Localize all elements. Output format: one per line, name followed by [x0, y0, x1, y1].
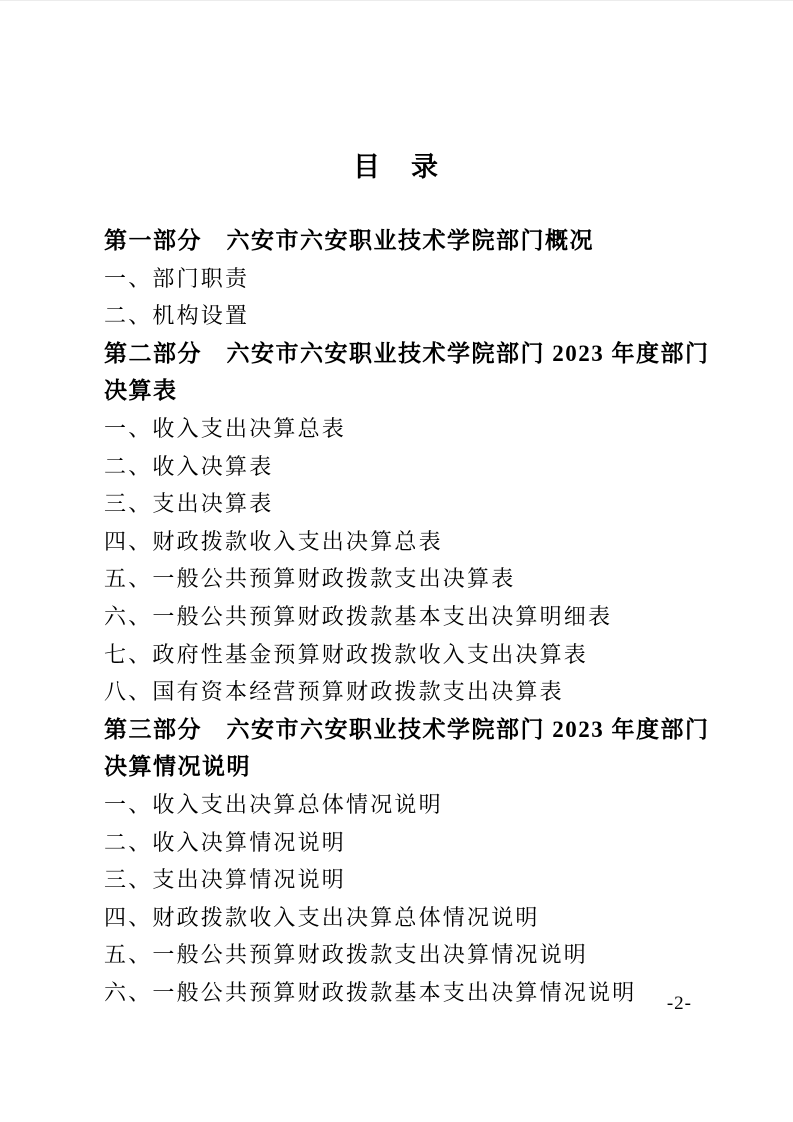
toc-section-heading: 第一部分 六安市六安职业技术学院部门概况	[104, 228, 594, 253]
toc-list	[104, 222, 716, 1011]
toc-item: 二、机构设置	[104, 303, 250, 329]
toc-item: 六、一般公共预算财政拨款基本支出决算明细表	[104, 603, 613, 629]
document-title: 目 录	[353, 152, 440, 182]
toc-section-heading: 第二部分 六安市六安职业技术学院部门 2023 年度部门	[104, 340, 710, 366]
toc-item: 二、收入决算表	[104, 453, 274, 479]
toc-item: 一、部门职责	[104, 265, 250, 291]
toc-item: 五、一般公共预算财政拨款支出决算情况说明	[104, 942, 589, 968]
toc-item: 一、收入支出决算总表	[104, 415, 347, 441]
toc-section-heading: 决算情况说明	[104, 754, 251, 780]
toc-item: 四、财政拨款收入支出决算总表	[104, 528, 443, 554]
page-number: -2-	[666, 993, 692, 1014]
toc-item: 三、支出决算表	[104, 491, 274, 517]
toc-item: 三、支出决算情况说明	[104, 867, 347, 893]
toc-section-heading: 第三部分 六安市六安职业技术学院部门 2023 年度部门	[104, 716, 710, 742]
toc-item: 七、政府性基金预算财政拨款收入支出决算表	[104, 641, 589, 667]
toc-item: 五、一般公共预算财政拨款支出决算表	[104, 566, 516, 592]
toc-section-heading: 决算表	[104, 378, 178, 404]
toc-item: 六、一般公共预算财政拨款基本支出决算情况说明	[104, 979, 637, 1005]
toc-item: 一、收入支出决算总体情况说明	[104, 791, 443, 817]
toc-item: 四、财政拨款收入支出决算总体情况说明	[104, 904, 540, 930]
toc-item: 二、收入决算情况说明	[104, 829, 347, 855]
toc-item: 八、国有资本经营预算财政拨款支出决算表	[104, 679, 564, 705]
